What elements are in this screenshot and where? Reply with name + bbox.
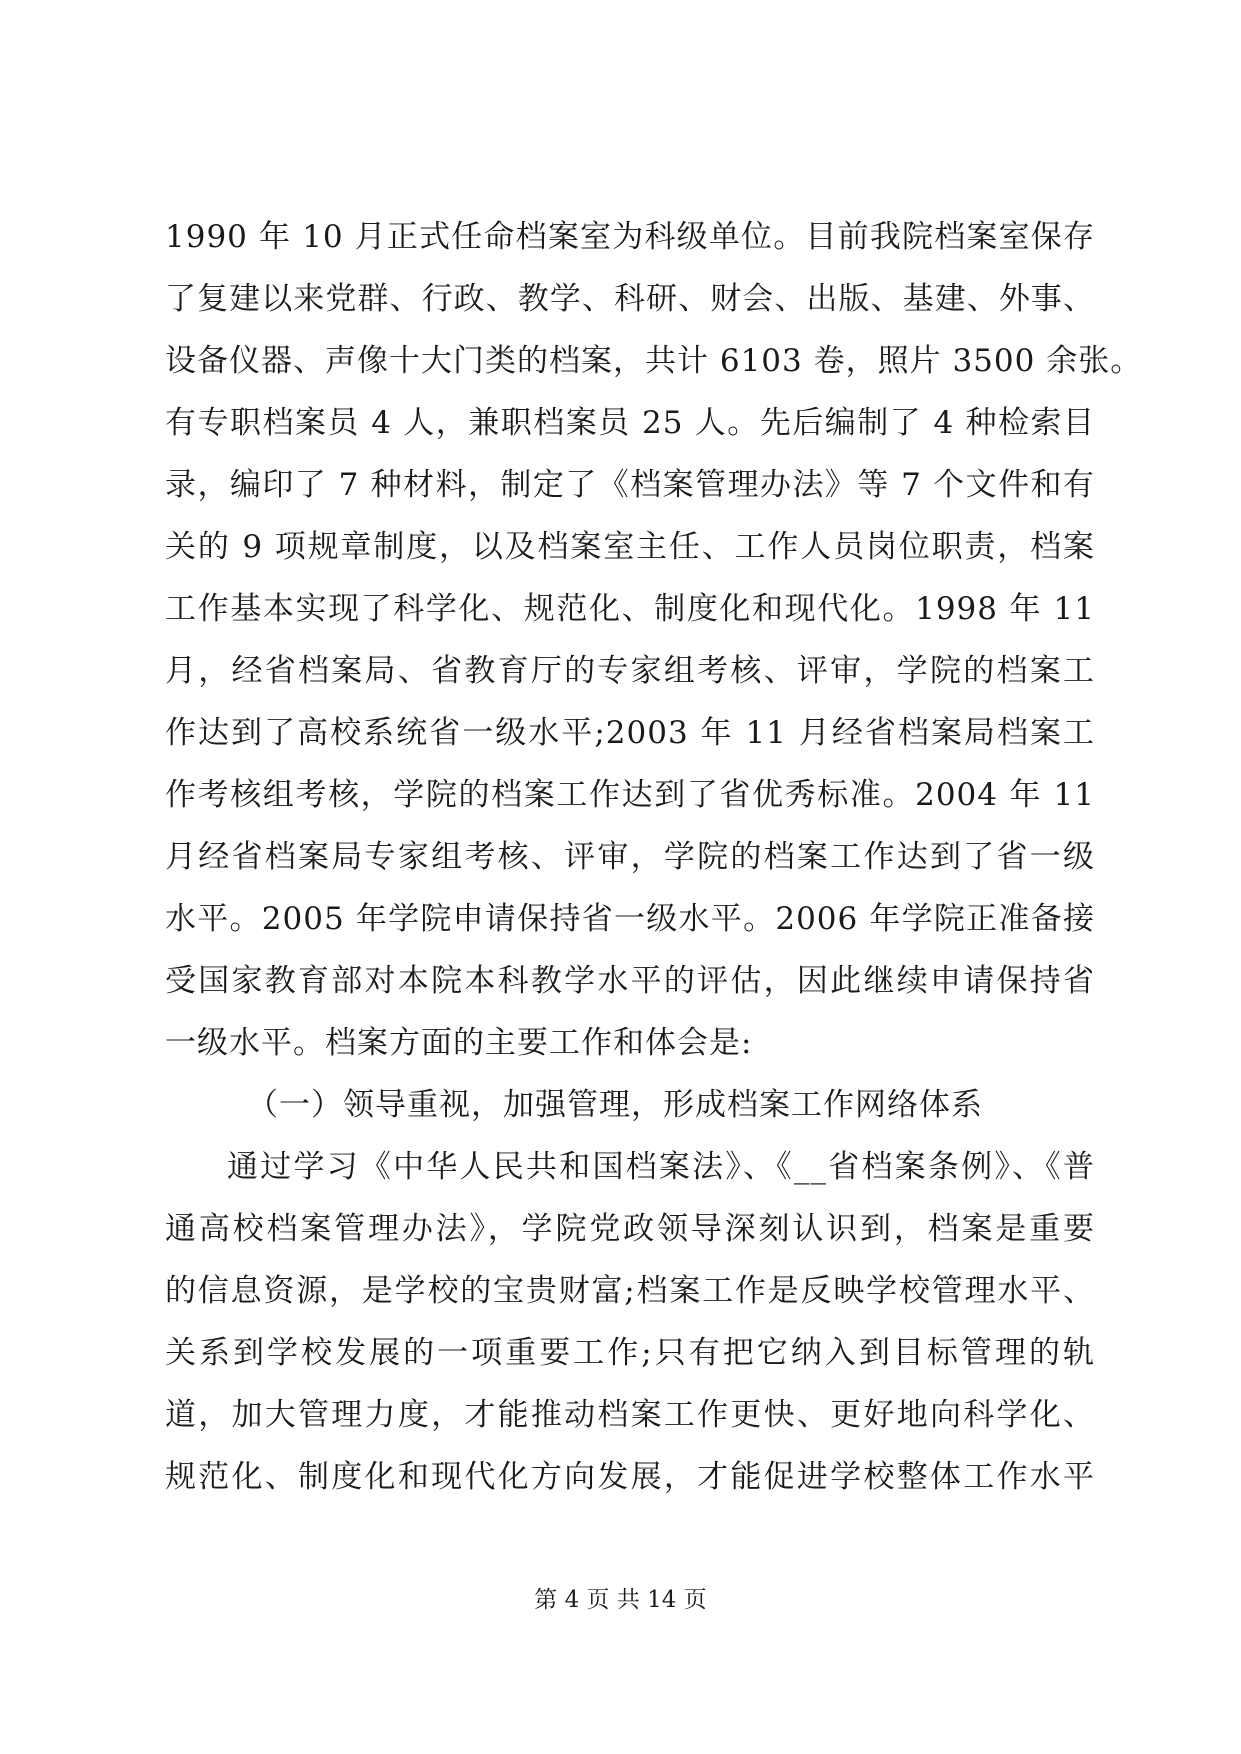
text-line-13: 受国家教育部对本院本科教学水平的评估，因此继续申请保持省 <box>165 963 1095 999</box>
text-line-1: 1990 年 10 月正式任命档案室为科级单位。目前我院档案室保存 <box>165 219 1095 255</box>
text-line-12: 水平。2005 年学院申请保持省一级水平。2006 年学院正准备接 <box>165 901 1095 937</box>
text-line-11: 月经省档案局专家组考核、评审，学院的档案工作达到了省一级 <box>165 839 1095 875</box>
text-line-9: 作达到了高校系统省一级水平;2003 年 11 月经省档案局档案工 <box>165 715 1095 751</box>
text-line-10: 作考核组考核，学院的档案工作达到了省优秀标准。2004 年 11 <box>165 777 1095 813</box>
text-line-2: 了复建以来党群、行政、教学、科研、财会、出版、基建、外事、 <box>165 281 1095 317</box>
text-line-8: 月，经省档案局、省教育厅的专家组考核、评审，学院的档案工 <box>165 653 1095 689</box>
text-line-4: 有专职档案员 4 人，兼职档案员 25 人。先后编制了 4 种检索目 <box>165 405 1095 441</box>
text-line-3: 设备仪器、声像十大门类的档案，共计 6103 卷，照片 3500 余张。 <box>165 343 1143 379</box>
text-line-5: 录，编印了 7 种材料，制定了《档案管理办法》等 7 个文件和有 <box>165 467 1095 503</box>
text-line-20: 道，加大管理力度，才能推动档案工作更快、更好地向科学化、 <box>165 1397 1095 1433</box>
text-line-19: 关系到学校发展的一项重要工作;只有把它纳入到目标管理的轨 <box>165 1335 1095 1371</box>
page-number-footer: 第 4 页 共 14 页 <box>534 1587 707 1613</box>
text-line-6: 关的 9 项规章制度，以及档案室主任、工作人员岗位职责，档案 <box>165 529 1095 565</box>
text-line-14: 一级水平。档案方面的主要工作和体会是: <box>165 1025 753 1061</box>
text-line-17: 通高校档案管理办法》，学院党政领导深刻认识到，档案是重要 <box>165 1211 1095 1247</box>
text-line-16: 通过学习《中华人民共和国档案法》、《__省档案条例》、《普 <box>227 1149 1095 1185</box>
section-heading: （一）领导重视，加强管理，形成档案工作网络体系 <box>247 1087 983 1123</box>
text-line-18: 的信息资源，是学校的宝贵财富;档案工作是反映学校管理水平、 <box>165 1273 1095 1309</box>
text-line-7: 工作基本实现了科学化、规范化、制度化和现代化。1998 年 11 <box>165 591 1095 627</box>
body-text <box>165 206 1143 1508</box>
text-line-21: 规范化、制度化和现代化方向发展，才能促进学校整体工作水平 <box>165 1459 1095 1495</box>
